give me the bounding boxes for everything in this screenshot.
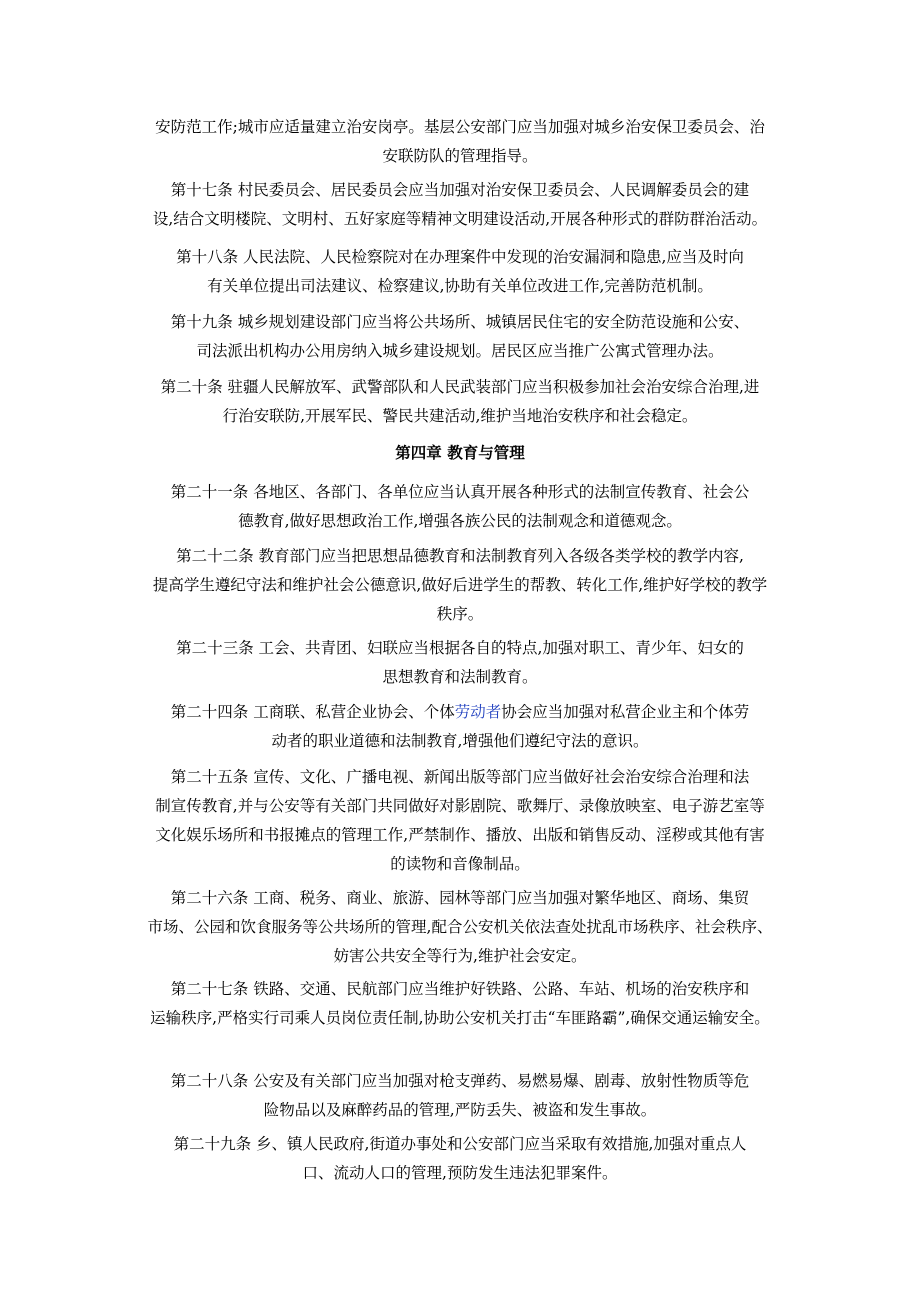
text-line: 第二十九条 乡、镇人民政府,街道办事处和公安部门应当采取有效措施,加强对重点人	[173, 1135, 747, 1153]
text-line: 思想教育和法制教育。	[382, 668, 538, 686]
text-line: 第二十条 驻疆人民解放军、武警部队和人民武装部门应当积极参加社会治安综合治理,进	[160, 378, 760, 396]
text-line: 德教育,做好思想政治工作,增强各族公民的法制观念和道德观念。	[238, 512, 682, 530]
paragraph-article-16-continued	[120, 113, 800, 171]
text-segment: 协会应当加强对私营企业主和个体劳	[501, 703, 750, 721]
paragraph-article-19	[120, 308, 800, 366]
text-line: 设,结合文明楼院、文明村、五好家庭等精神文明建设活动,开展各种形式的群防群治活动。	[152, 210, 768, 228]
text-line: 第二十七条 铁路、交通、民航部门应当维护好铁路、公路、车站、机场的治安秩序和	[170, 980, 750, 998]
paragraph-article-27	[120, 975, 800, 1033]
text-line: 制宣传教育,并与公安等有关部门共同做好对影剧院、歌舞厅、录像放映室、电子游艺室等	[155, 797, 765, 815]
paragraph-article-26	[120, 884, 800, 971]
paragraph-article-24	[120, 698, 800, 756]
text-line: 有关单位提出司法建议、检察建议,协助有关单位改进工作,完善防范机制。	[207, 277, 713, 295]
text-line: 秩序。	[436, 605, 484, 623]
chapter-heading: 第四章 教育与管理	[395, 443, 525, 462]
text-line: 市场、公园和饮食服务等公共场所的管理,配合公安机关依法查处扰乱市场秩序、社会秩序、	[147, 918, 773, 936]
text-line: 文化娱乐场所和书报摊点的管理工作,严禁制作、播放、出版和销售反动、淫秽或其他有害	[155, 826, 765, 844]
text-line: 口、流动人口的管理,预防发生违法犯罪案件。	[302, 1164, 618, 1182]
text-line: 第二十五条 宣传、文化、广播电视、新闻出版等部门应当做好社会治安综合治理和法	[170, 768, 750, 786]
text-line: 第二十一条 各地区、各部门、各单位应当认真开展各种形式的法制宣传教育、社会公	[170, 483, 750, 501]
paragraph-article-28	[120, 1067, 800, 1125]
text-line: 第十七条 村民委员会、居民委员会应当加强对治安保卫委员会、人民调解委员会的建	[170, 181, 750, 199]
text-line: 第二十六条 工商、税务、商业、旅游、园林等部门应当加强对繁华地区、商场、集贸	[170, 889, 750, 907]
text-line: 安防范工作;城市应适量建立治安岗亭。基层公安部门应当加强对城乡治安保卫委员会、治	[155, 118, 765, 136]
paragraph-article-25	[120, 763, 800, 879]
paragraph-article-22	[120, 542, 800, 629]
text-line	[120, 698, 800, 727]
paragraph-article-20	[120, 373, 800, 431]
text-line: 司法派出机构办公用房纳入城乡建设规划。居民区应当推广公寓式管理办法。	[196, 342, 724, 360]
text-segment: 第二十四条 工商联、私营企业协会、个体	[170, 703, 455, 721]
text-line: 的读物和音像制品。	[390, 855, 530, 873]
text-line: 险物品以及麻醉药品的管理,严防丢失、被盗和发生事故。	[263, 1101, 657, 1119]
paragraph-article-23	[120, 634, 800, 692]
text-line: 第二十三条 工会、共青团、妇联应当根据各自的特点,加强对职工、青少年、妇女的	[176, 639, 744, 657]
paragraph-article-18	[120, 243, 800, 301]
text-line: 动者的职业道德和法制教育,增强他们遵纪守法的意识。	[271, 732, 649, 750]
text-line: 行治安联防,开展军民、警民共建活动,维护当地治安秩序和社会稳定。	[222, 407, 698, 425]
laborer-link[interactable]: 劳动者	[454, 703, 502, 721]
paragraph-article-29	[120, 1130, 800, 1188]
text-line: 运输秩序,严格实行司乘人员岗位责任制,协助公安机关打击“车匪路霸”,确保交通运输安全。	[150, 1009, 770, 1027]
paragraph-article-17	[120, 176, 800, 234]
text-line: 妨害公共安全等行为,维护社会安定。	[333, 947, 587, 965]
text-line: 第二十二条 教育部门应当把思想品德教育和法制教育列入各级各类学校的教学内容,	[176, 547, 744, 565]
text-line: 第十九条 城乡规划建设部门应当将公共场所、城镇居民住宅的安全防范设施和公安、	[170, 313, 750, 331]
text-line: 第十八条 人民法院、人民检察院对在办理案件中发现的治安漏洞和隐患,应当及时向	[176, 248, 744, 266]
text-line: 第二十八条 公安及有关部门应当加强对枪支弹药、易燃易爆、剧毒、放射性物质等危	[170, 1072, 750, 1090]
paragraph-article-21	[120, 478, 800, 536]
text-line: 提高学生遵纪守法和维护社会公德意识,做好后进学生的帮教、转化工作,维护好学校的教学	[152, 576, 768, 594]
text-line: 安联防队的管理指导。	[382, 147, 538, 165]
